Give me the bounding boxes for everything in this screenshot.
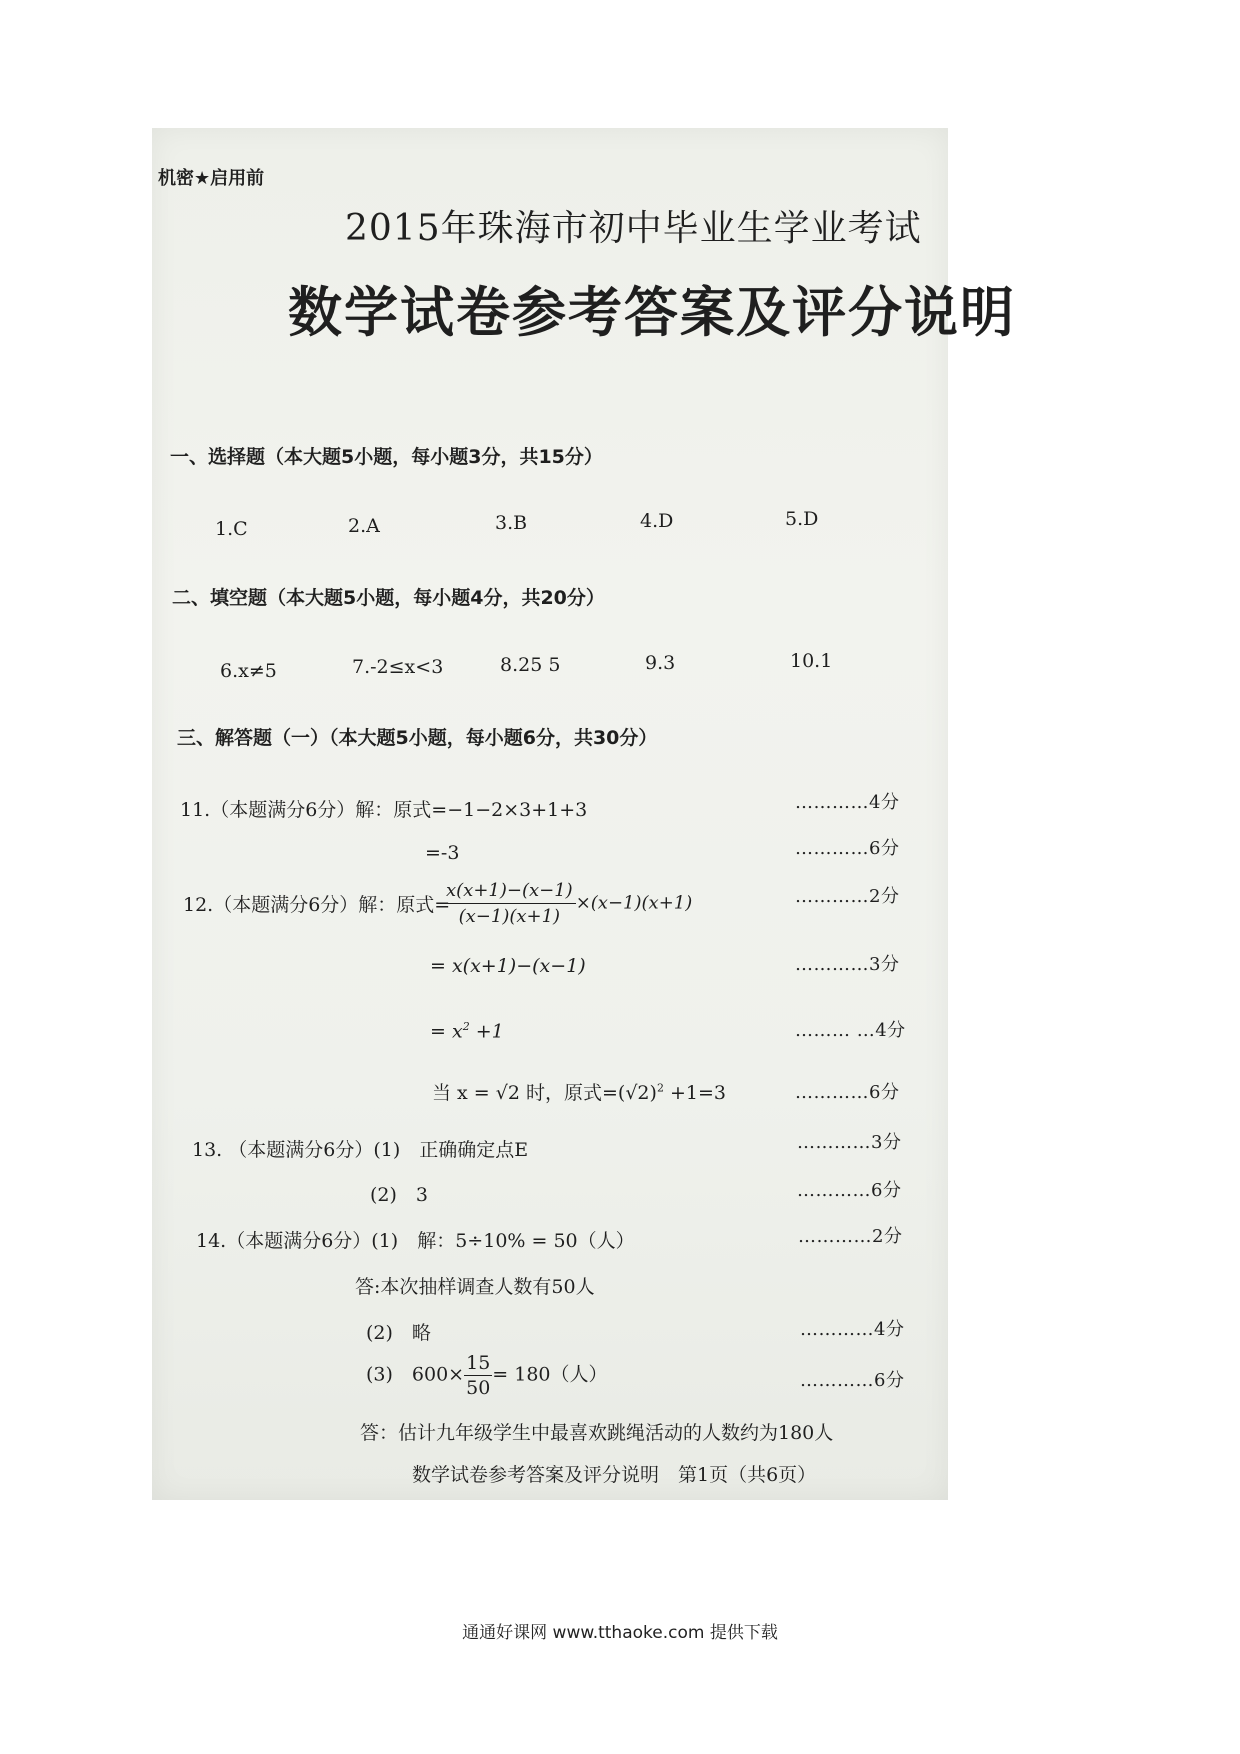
q12-substitution xyxy=(432,1078,726,1105)
step-exponent: 2 xyxy=(462,1020,470,1033)
section3-heading: 三、解答题（一）（本大题5小题，每小题6分，共30分） xyxy=(177,727,658,749)
exam-title: 2015年珠海市初中毕业生学业考试 xyxy=(345,208,922,249)
section1-answer: 5.D xyxy=(785,508,819,530)
section1-answer: 1.C xyxy=(215,518,248,540)
q12-score: ……… …4分 xyxy=(795,1020,906,1041)
q12-fraction-expression xyxy=(443,880,692,927)
fraction-denominator: (x−1)(x+1) xyxy=(458,906,561,927)
q12-score: …………6分 xyxy=(795,1082,900,1103)
section2-answer: 9.3 xyxy=(645,652,676,674)
fraction-denominator: 50 xyxy=(466,1377,491,1399)
q13-score: …………6分 xyxy=(797,1180,902,1201)
site-footer: 通通好课网 www.tthaoke.com 提供下载 xyxy=(462,1623,778,1643)
section2-answer: 10.1 xyxy=(790,650,833,672)
section2-answer: 6.x≠5 xyxy=(220,660,277,682)
part3-prefix: (3) 600× xyxy=(366,1363,465,1386)
fraction-numerator: 15 xyxy=(466,1352,491,1374)
q13-part1: 13. （本题满分6分）(1) 正确确定点E xyxy=(192,1139,529,1161)
q12-score: …………3分 xyxy=(795,954,900,975)
q14-answer1: 答:本次抽样调查人数有50人 xyxy=(355,1276,595,1298)
document-title: 数学试卷参考答案及评分说明 xyxy=(288,281,1016,344)
substitution-tail: +1=3 xyxy=(663,1082,726,1104)
page-footer: 数学试卷参考答案及评分说明 第1页（共6页） xyxy=(412,1464,817,1486)
q12-step xyxy=(430,1020,504,1042)
substitution-text: 当 x = √2 时，原式=(√2) xyxy=(432,1082,657,1104)
fraction-numerator: x(x+1)−(x−1) xyxy=(443,880,576,904)
q14-part2: (2) 略 xyxy=(366,1322,431,1344)
part3-result: = 180（人） xyxy=(492,1363,608,1386)
step-tail: +1 xyxy=(469,1020,504,1043)
q13-score: …………3分 xyxy=(797,1132,902,1153)
q12-score: …………2分 xyxy=(795,886,900,907)
confidential-label: 机密★启用前 xyxy=(158,168,265,189)
q14-score: …………6分 xyxy=(800,1370,905,1391)
section1-answer: 2.A xyxy=(348,515,380,537)
section1-answer: 3.B xyxy=(495,512,528,534)
q14-part1: 14.（本题满分6分）(1) 解：5÷10% = 50（人） xyxy=(196,1230,635,1252)
q11-solution: 11.（本题满分6分）解：原式=−1−2×3+1+3 xyxy=(180,799,588,821)
q12-fraction xyxy=(443,880,576,927)
q14-fraction xyxy=(464,1352,492,1399)
q11-score: …………6分 xyxy=(795,838,900,859)
substitution-exponent: 2 xyxy=(656,1081,664,1095)
section1-answer: 4.D xyxy=(640,510,674,532)
q11-score: …………4分 xyxy=(795,792,900,813)
q13-part2: (2) 3 xyxy=(370,1184,429,1206)
q11-result: =-3 xyxy=(425,842,460,864)
section2-heading: 二、填空题（本大题5小题，每小题4分，共20分） xyxy=(172,587,605,609)
q14-answer3: 答：估计九年级学生中最喜欢跳绳活动的人数约为180人 xyxy=(360,1422,834,1444)
section1-heading: 一、选择题（本大题5小题，每小题3分，共15分） xyxy=(170,446,603,468)
q12-step: = x(x+1)−(x−1) xyxy=(430,955,586,977)
q14-part3 xyxy=(366,1352,608,1399)
section2-answer: 8.25 5 xyxy=(500,654,561,676)
q12-solution-start: 12.（本题满分6分）解：原式= xyxy=(183,894,451,916)
q14-score: …………4分 xyxy=(800,1319,905,1340)
fraction-multiplier: ×(x−1)(x+1) xyxy=(575,892,693,914)
section2-answer: 7.-2≤x<3 xyxy=(352,656,444,678)
step-base: = x xyxy=(430,1020,463,1043)
q14-score: …………2分 xyxy=(798,1226,903,1247)
